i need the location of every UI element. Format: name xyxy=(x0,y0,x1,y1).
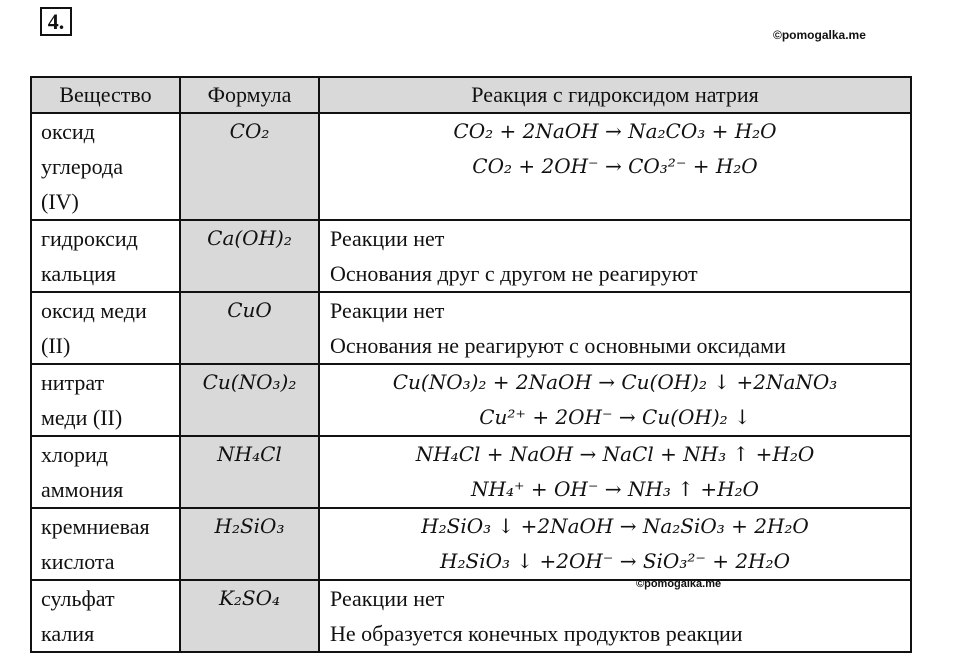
reaction-table xyxy=(30,76,912,653)
table-row xyxy=(31,436,911,508)
formula-cell xyxy=(180,436,319,508)
reaction-cell xyxy=(319,436,911,508)
table-header-row xyxy=(31,77,911,113)
substance-name-line: меди (II) xyxy=(41,405,123,430)
substance-cell xyxy=(31,364,180,436)
substance-name-line: аммония xyxy=(41,477,124,502)
formula-text: Cu(NO₃)₂ xyxy=(202,370,297,394)
substance-name-line: хлорид xyxy=(41,442,108,467)
substance-name-line: (IV) xyxy=(41,189,79,214)
substance-cell xyxy=(31,220,180,292)
formula-cell xyxy=(180,113,319,220)
reaction-cell xyxy=(319,292,911,364)
reaction-note: Не образуется конечных продуктов реакции xyxy=(330,621,743,646)
table-row xyxy=(31,220,911,292)
substance-name-line: оксид меди xyxy=(41,298,147,323)
reaction-equation: NH₄Cl + NaOH → NaCl + NH₃ ↑ +H₂O xyxy=(415,442,815,466)
formula-text: CO₂ xyxy=(229,119,270,143)
reaction-cell xyxy=(319,580,911,652)
reaction-note: Реакции нет xyxy=(330,226,445,251)
reaction-equation: H₂SiO₃ ↓ +2NaOH → Na₂SiO₃ + 2H₂O xyxy=(421,514,809,538)
table-row xyxy=(31,113,911,220)
substance-cell xyxy=(31,113,180,220)
reaction-equation: H₂SiO₃ ↓ +2OH⁻ → SiO₃²⁻ + 2H₂O xyxy=(440,549,790,573)
table-row xyxy=(31,508,911,580)
substance-name-line: (II) xyxy=(41,333,71,358)
header-substance: Вещество xyxy=(31,77,180,113)
substance-name-line: кальция xyxy=(41,261,116,286)
reaction-equation: NH₄⁺ + OH⁻ → NH₃ ↑ +H₂O xyxy=(471,477,759,501)
reaction-equation: CO₂ + 2NaOH → Na₂CO₃ + H₂O xyxy=(453,119,777,143)
reaction-cell xyxy=(319,113,911,220)
reaction-equation: Cu²⁺ + 2OH⁻ → Cu(OH)₂ ↓ xyxy=(479,405,751,429)
substance-name-line: кислота xyxy=(41,549,115,574)
header-formula: Формула xyxy=(180,77,319,113)
header-reaction: Реакция с гидроксидом натрия xyxy=(319,77,911,113)
substance-name-line: углерода xyxy=(41,154,123,179)
table-body xyxy=(31,113,911,652)
watermark-top: ©pomogalka.me xyxy=(773,28,866,42)
reaction-note: Реакции нет xyxy=(330,298,445,323)
reaction-equation: Cu(NO₃)₂ + 2NaOH → Cu(OH)₂ ↓ +2NaNO₃ xyxy=(392,370,838,394)
formula-text: NH₄Cl xyxy=(217,442,282,466)
watermark-middle: ©pomogalka.me xyxy=(636,578,722,590)
reaction-cell xyxy=(319,220,911,292)
substance-name-line: сульфат xyxy=(41,586,115,611)
substance-name-line: нитрат xyxy=(41,370,105,395)
reaction-cell xyxy=(319,508,911,580)
substance-name-line: кремниевая xyxy=(41,514,150,539)
formula-text: Ca(OH)₂ xyxy=(207,226,292,250)
reaction-note: Реакции нет xyxy=(330,586,445,611)
substance-cell xyxy=(31,292,180,364)
formula-text: H₂SiO₃ xyxy=(214,514,285,538)
table-row xyxy=(31,364,911,436)
reaction-note: Основания друг с другом не реагируют xyxy=(330,261,698,286)
substance-cell xyxy=(31,580,180,652)
formula-text: K₂SO₄ xyxy=(218,586,281,610)
reaction-equation: CO₂ + 2OH⁻ → CO₃²⁻ + H₂O xyxy=(472,154,758,178)
formula-cell xyxy=(180,508,319,580)
substance-name-line: калия xyxy=(41,621,95,646)
formula-cell xyxy=(180,364,319,436)
substance-name-line: оксид xyxy=(41,119,95,144)
substance-name-line: гидроксид xyxy=(41,226,138,251)
table-row xyxy=(31,292,911,364)
table-row xyxy=(31,580,911,652)
formula-cell xyxy=(180,580,319,652)
reaction-note: Основания не реагируют с основными оксидами xyxy=(330,333,786,358)
formula-text: CuO xyxy=(227,298,272,322)
formula-cell xyxy=(180,292,319,364)
task-number: 4. xyxy=(40,7,72,36)
formula-cell xyxy=(180,220,319,292)
substance-cell xyxy=(31,508,180,580)
substance-cell xyxy=(31,436,180,508)
reaction-cell xyxy=(319,364,911,436)
